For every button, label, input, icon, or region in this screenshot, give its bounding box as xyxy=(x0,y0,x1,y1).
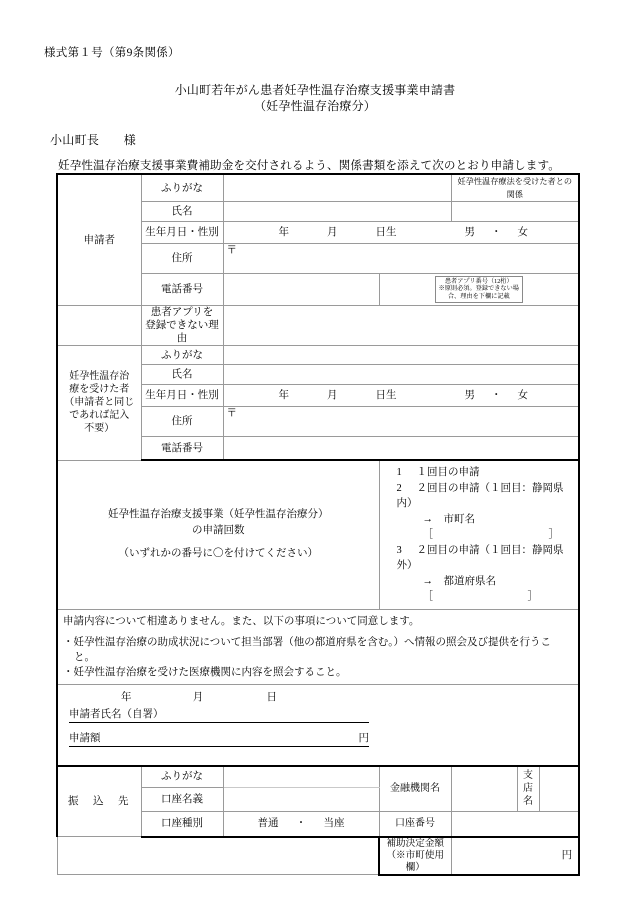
consent-cell xyxy=(57,609,579,684)
applicant-dob-day: 日生 xyxy=(375,227,397,238)
transfer-furigana-label: ふりがな xyxy=(141,766,223,788)
transfer-section-label: 振 込 先 xyxy=(57,766,141,837)
applicant-dob-year: 年 xyxy=(278,227,289,238)
table-row xyxy=(57,306,579,346)
count-label-line2: の申請回数 xyxy=(192,525,245,537)
patient-app-note-line3: 合、理由を下欄に記載 xyxy=(447,292,510,300)
transfer-account-type-label: 口座種別 xyxy=(141,811,223,837)
branch-name-value[interactable] xyxy=(539,766,579,812)
count-option-2-text: ２回目の申請（１回目：静岡県内） xyxy=(396,482,564,509)
form-number: 様式第１号（第9条関係） xyxy=(44,47,180,59)
bank-name-value[interactable] xyxy=(451,766,517,812)
applicant-address-label: 住所 xyxy=(141,244,223,274)
recipient-dob-month: 月 xyxy=(327,390,338,401)
application-count-options-cell xyxy=(379,460,579,609)
table-row xyxy=(57,346,579,365)
count-option-3[interactable] xyxy=(397,543,572,605)
recipient-postal-code-mark: 〒 xyxy=(226,408,237,419)
transfer-account-name-label: 口座名義 xyxy=(141,787,223,811)
applicant-sex-female[interactable]: 女 xyxy=(517,227,528,238)
applicant-app-reason-spacer xyxy=(57,306,141,346)
transfer-furigana-value[interactable] xyxy=(223,766,379,788)
branch-name-label: 支店名 xyxy=(517,766,539,812)
account-number-cells[interactable] xyxy=(451,811,579,837)
relation-header: 妊孕性温存療法を受けた者との関係 xyxy=(451,174,579,202)
recipient-sex-male[interactable]: 男 xyxy=(464,390,475,401)
decision-amount-value[interactable] xyxy=(451,837,579,875)
main-form-table xyxy=(56,173,580,876)
count-option-2-number: 2 xyxy=(396,482,402,494)
applicant-name-label: 氏名 xyxy=(141,202,223,222)
signature-cell xyxy=(57,684,579,766)
transfer-account-type-value[interactable] xyxy=(223,811,379,837)
document-title-line1: 小山町若年がん患者妊孕性温存治療支援事業申請書 xyxy=(174,83,456,97)
table-row xyxy=(57,766,579,788)
application-count-options xyxy=(383,461,576,609)
count-option-1[interactable] xyxy=(397,465,572,481)
date-month-label: 月 xyxy=(192,691,204,703)
count-label-line3: （いずれかの番号に〇を付けてください） xyxy=(118,548,318,560)
lead-statement: 妊孕性温存治療支援事業費補助金を交付されるよう、関係書類を添えて次のとおり申請します。 xyxy=(58,159,560,172)
bank-name-label: 金融機関名 xyxy=(379,766,451,812)
recipient-name-value[interactable] xyxy=(223,365,579,385)
postal-code-mark: 〒 xyxy=(226,245,237,256)
signature-block xyxy=(61,685,575,765)
table-row xyxy=(57,174,579,202)
recipient-address-value[interactable] xyxy=(223,407,579,437)
app-reason-label-line2: 登録できない理由 xyxy=(145,320,219,344)
application-amount-label: 申請額 xyxy=(69,732,101,744)
recipient-label-line5: 不要） xyxy=(84,423,115,435)
applicant-phone-label: 電話番号 xyxy=(141,274,223,306)
recipient-dob-sex-label: 生年月日・性別 xyxy=(141,385,223,407)
recipient-label-line1: 妊孕性温存治 xyxy=(69,371,130,383)
recipient-sex-separator: ・ xyxy=(491,390,502,401)
count-option-1-number: 1 xyxy=(396,467,402,478)
applicant-app-reason-value[interactable] xyxy=(223,306,579,346)
consent-bullet1: ・妊孕性温存治療の助成状況について担当部署（他の都道府県を含む。）へ情報の照会及び提供を行うこ xyxy=(63,636,552,648)
application-count-label xyxy=(61,501,376,568)
count-option-2-sub[interactable]: → 市町名［ ］ xyxy=(422,513,559,540)
applicant-dob-sex-value[interactable] xyxy=(223,222,579,244)
recipient-address-label: 住所 xyxy=(141,407,223,437)
applicant-phone-value[interactable] xyxy=(223,274,379,306)
consent-bullet2: ・妊孕性温存治療を受けた医療機関に内容を照会すること。 xyxy=(63,666,347,678)
recipient-label-line2: 療を受けた者 xyxy=(69,384,130,396)
count-option-1-text: １回目の申請 xyxy=(416,467,480,478)
relation-value[interactable] xyxy=(451,202,579,222)
table-row xyxy=(57,460,579,609)
recipient-label-line4: であれば記入 xyxy=(69,410,130,422)
consent-bullet1-continued: と。 xyxy=(74,651,95,663)
account-type-touza[interactable]: 当座 xyxy=(323,818,345,829)
recipient-section-label xyxy=(57,346,141,461)
applicant-sex-separator: ・ xyxy=(491,227,502,238)
recipient-sex-female[interactable]: 女 xyxy=(517,390,528,401)
applicant-name-value[interactable] xyxy=(223,202,451,222)
applicant-furigana-label: ふりがな xyxy=(141,174,223,202)
recipient-name-label: 氏名 xyxy=(141,365,223,385)
recipient-phone-label: 電話番号 xyxy=(141,437,223,461)
recipient-furigana-label: ふりがな xyxy=(141,346,223,365)
applicant-furigana-value[interactable] xyxy=(223,174,451,202)
applicant-address-value[interactable] xyxy=(223,244,579,274)
application-amount-row[interactable] xyxy=(69,732,369,747)
patient-app-number-cell[interactable] xyxy=(379,274,579,306)
patient-app-number-note xyxy=(435,276,523,304)
recipient-furigana-value[interactable] xyxy=(223,346,579,365)
account-number-label: 口座番号 xyxy=(379,811,451,837)
applicant-signature-row[interactable] xyxy=(69,708,369,723)
account-type-futsu[interactable]: 普通 xyxy=(257,818,279,829)
account-type-separator: ・ xyxy=(295,818,307,829)
applicant-section-label: 申請者 xyxy=(57,174,141,306)
patient-app-note-line1: 患者アプリ番号（12桁） xyxy=(444,277,513,285)
application-date-row[interactable] xyxy=(121,691,277,704)
addressee: 小山町長 様 xyxy=(50,133,137,147)
date-day-label: 日 xyxy=(266,691,277,703)
recipient-dob-day: 日生 xyxy=(375,390,397,401)
table-row xyxy=(57,837,579,875)
decision-spacer xyxy=(57,837,379,875)
transfer-account-name-value[interactable] xyxy=(223,787,379,811)
application-count-label-cell xyxy=(57,460,379,609)
consent-block xyxy=(61,610,575,684)
document-title xyxy=(0,82,630,114)
count-option-3-number: 3 xyxy=(396,544,402,556)
count-label-line1: 妊孕性温存治療支援事業（妊孕性温存治療分） xyxy=(108,509,329,521)
decision-label-line2: （※市町使用欄） xyxy=(386,849,445,873)
document-title-line2: （妊孕性温存治療分） xyxy=(253,99,376,113)
applicant-sex-male[interactable]: 男 xyxy=(464,227,475,238)
table-row xyxy=(57,609,579,684)
decision-amount-label xyxy=(379,837,451,875)
recipient-dob-sex-value[interactable] xyxy=(223,385,579,407)
applicant-signature-label: 申請者氏名（自署） xyxy=(69,708,164,720)
patient-app-note-line2: ※原則必須。登録できない場 xyxy=(438,285,519,293)
decision-amount-unit: 円 xyxy=(561,850,573,861)
recipient-label-line3: （申請者と同じ xyxy=(64,397,135,409)
applicant-app-reason-label xyxy=(141,306,223,346)
count-option-3-sub[interactable]: → 都道府県名［ ］ xyxy=(422,575,538,602)
table-row xyxy=(57,684,579,766)
decision-label-line1: 補助決定金額 xyxy=(386,837,445,849)
consent-line1: 申請内容について相違ありません。また、以下の事項について同意します。 xyxy=(63,615,420,627)
count-option-2[interactable] xyxy=(397,481,572,543)
count-option-3-text: ２回目の申請（１回目：静岡県外） xyxy=(396,544,564,571)
recipient-phone-value[interactable] xyxy=(223,437,579,461)
date-year-label: 年 xyxy=(121,691,132,703)
app-reason-label-line1: 患者アプリを xyxy=(150,307,214,318)
applicant-dob-month: 月 xyxy=(327,227,338,238)
main-form-table-wrapper xyxy=(56,173,578,876)
application-amount-unit: 円 xyxy=(358,732,369,744)
recipient-dob-year: 年 xyxy=(278,390,289,401)
applicant-dob-sex-label: 生年月日・性別 xyxy=(141,222,223,244)
